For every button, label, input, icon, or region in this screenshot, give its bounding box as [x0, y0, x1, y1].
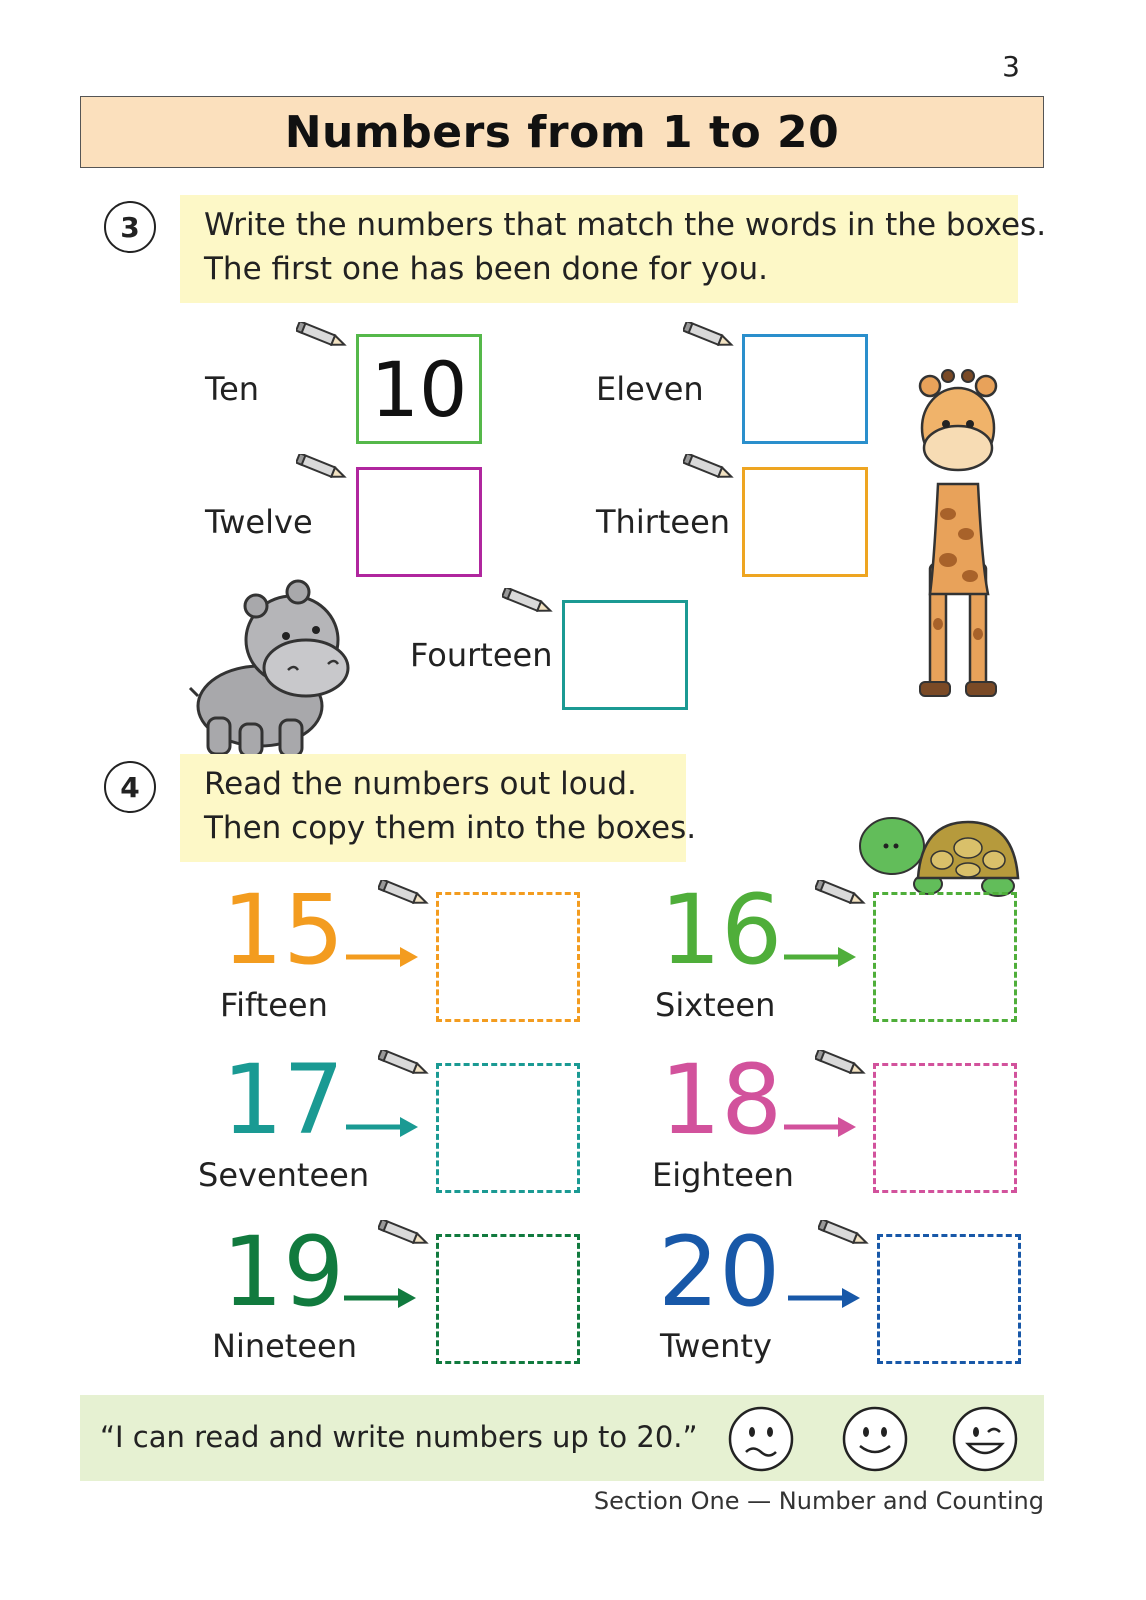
wink-face-icon[interactable]	[952, 1406, 1018, 1472]
numeral-18: 18	[660, 1044, 783, 1156]
numeral-17: 17	[222, 1044, 345, 1156]
copy-box-16[interactable]	[873, 892, 1017, 1022]
question-4-instructions	[180, 754, 697, 862]
instruction-line: The first one has been done for you.	[204, 251, 768, 287]
answer-box-eleven[interactable]	[742, 334, 868, 444]
pencil-icon	[378, 880, 432, 908]
arrow-icon	[346, 1114, 418, 1140]
arrow-icon	[344, 1285, 416, 1311]
answer-box-fourteen[interactable]	[562, 600, 688, 710]
pencil-icon	[815, 880, 869, 908]
page-title: Numbers from 1 to 20	[284, 106, 840, 158]
pencil-icon	[378, 1220, 432, 1248]
section-footer: Section One — Number and Counting	[593, 1487, 1044, 1515]
pencil-icon	[683, 454, 737, 482]
unsure-face-icon[interactable]	[728, 1406, 794, 1472]
arrow-icon	[784, 944, 856, 970]
pencil-icon	[818, 1220, 872, 1248]
arrow-icon	[788, 1285, 860, 1311]
answer-box-thirteen[interactable]	[742, 467, 868, 577]
answer-box-twelve[interactable]	[356, 467, 482, 577]
pencil-icon	[683, 322, 737, 350]
arrow-icon	[346, 944, 418, 970]
numeral-19: 19	[222, 1216, 345, 1328]
pencil-icon	[815, 1050, 869, 1078]
pencil-icon	[296, 322, 350, 350]
giraffe-illustration	[908, 364, 1012, 702]
smile-face-icon[interactable]	[842, 1406, 908, 1472]
word-eleven: Eleven	[596, 370, 704, 408]
word-fifteen: Fifteen	[220, 986, 328, 1024]
pencil-icon	[296, 454, 350, 482]
word-fourteen: Fourteen	[410, 636, 553, 674]
word-nineteen: Nineteen	[212, 1327, 357, 1365]
instruction-line: Then copy them into the boxes.	[204, 810, 697, 846]
question-3-instructions	[180, 195, 1047, 303]
word-twenty: Twenty	[660, 1327, 772, 1365]
self-assessment-statement: “I can read and write numbers up to 20.”	[100, 1420, 698, 1454]
hippo-illustration	[188, 578, 358, 760]
word-seventeen: Seventeen	[198, 1156, 370, 1194]
word-ten: Ten	[205, 370, 260, 408]
copy-box-20[interactable]	[877, 1234, 1021, 1364]
question-3-number: 3	[104, 201, 156, 253]
instruction-line: Read the numbers out loud.	[204, 766, 637, 802]
word-eighteen: Eighteen	[652, 1156, 794, 1194]
copy-box-17[interactable]	[436, 1063, 580, 1193]
pencil-icon	[378, 1050, 432, 1078]
word-twelve: Twelve	[205, 503, 313, 541]
title-banner	[80, 96, 1044, 168]
copy-box-18[interactable]	[873, 1063, 1017, 1193]
copy-box-19[interactable]	[436, 1234, 580, 1364]
word-thirteen: Thirteen	[596, 503, 731, 541]
numeral-15: 15	[222, 874, 345, 986]
pencil-icon	[502, 588, 556, 616]
word-sixteen: Sixteen	[655, 986, 776, 1024]
tortoise-illustration	[858, 814, 1022, 900]
question-4-number: 4	[104, 761, 156, 813]
answer-box-ten[interactable]: 10	[356, 334, 482, 444]
page-number: 3	[1002, 50, 1020, 83]
arrow-icon	[784, 1114, 856, 1140]
numeral-16: 16	[660, 874, 783, 986]
copy-box-15[interactable]	[436, 892, 580, 1022]
instruction-line: Write the numbers that match the words in the boxes.	[204, 207, 1047, 243]
numeral-20: 20	[658, 1216, 781, 1328]
